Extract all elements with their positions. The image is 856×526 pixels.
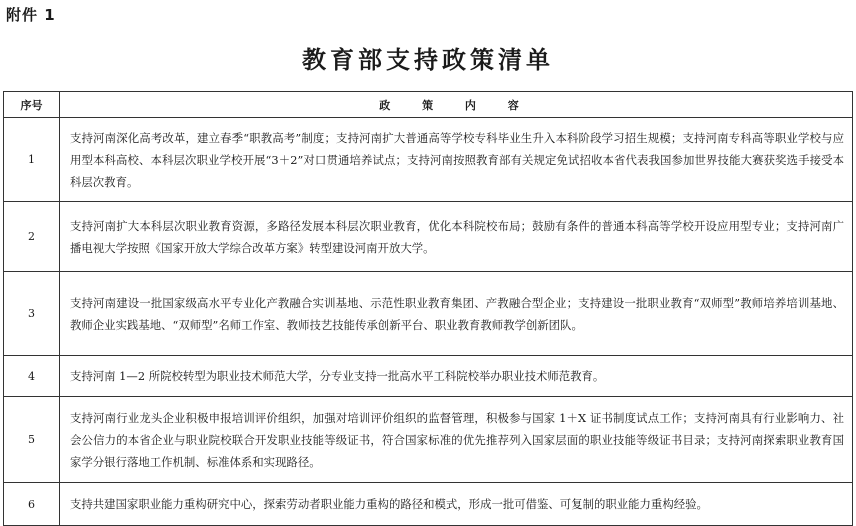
table-row [4, 272, 853, 356]
row-number: 4 [4, 356, 60, 397]
row-content: 支持河南 1—2 所院校转型为职业技术师范大学，分专业支持一批高水平工科院校举办职业技术师范教育。 [60, 356, 853, 397]
row-content: 支持河南深化高考改革，建立春季“职教高考”制度；支持河南扩大普通高等学校专科毕业生升入本科阶段学习招生规模；支持河南专科高等职业学校与应用型本科高校、本科层次职业学校开展“3＋2”对口贯通培养试点；支持河南按照教育部有关规定免试招收本省代表我国参加世界技能大赛获奖选手接受本科层次教育。 [60, 118, 853, 202]
row-number: 3 [4, 272, 60, 356]
table-row [4, 397, 853, 483]
document-title: 教育部支持政策清单 [302, 45, 554, 74]
row-content: 支持河南建设一批国家级高水平专业化产教融合实训基地、示范性职业教育集团、产教融合型企业；支持建设一批职业教育“双师型”教师培养培训基地、教师企业实践基地、“双师型”名师工作室、教师技艺技能传承创新平台、职业教育教师教学创新团队。 [60, 272, 853, 356]
row-content: 支持河南行业龙头企业积极申报培训评价组织，加强对培训评价组织的监督管理，积极参与国家 1＋X 证书制度试点工作；支持河南具有行业影响力、社会公信力的本省企业与职业院校联合开发职业技能等级证书，符合国家标准的优先推荐列入国家层面的职业技能等级证书目录；支持河南探索职业教育国家学分银行落地工作机制、标准体系和实现路径。 [60, 397, 853, 483]
table-row [4, 118, 853, 202]
policy-table [3, 91, 853, 526]
table-row [4, 483, 853, 526]
row-number: 5 [4, 397, 60, 483]
row-number: 1 [4, 118, 60, 202]
attachment-label: 附件 1 [6, 6, 56, 24]
row-number: 2 [4, 202, 60, 272]
row-content: 支持河南扩大本科层次职业教育资源，多路径发展本科层次职业教育，优化本科院校布局；鼓励有条件的普通本科高等学校开设应用型专业；支持河南广播电视大学按照《国家开放大学综合改革方案》转型建设河南开放大学。 [60, 202, 853, 272]
table-row [4, 356, 853, 397]
table-row [4, 202, 853, 272]
header-content: 政 策 内 容 [60, 92, 853, 118]
header-number: 序号 [4, 92, 60, 118]
row-content: 支持共建国家职业能力重构研究中心，探索劳动者职业能力重构的路径和模式，形成一批可借鉴、可复制的职业能力重构经验。 [60, 483, 853, 526]
row-number: 6 [4, 483, 60, 526]
table-header-row [4, 92, 853, 118]
